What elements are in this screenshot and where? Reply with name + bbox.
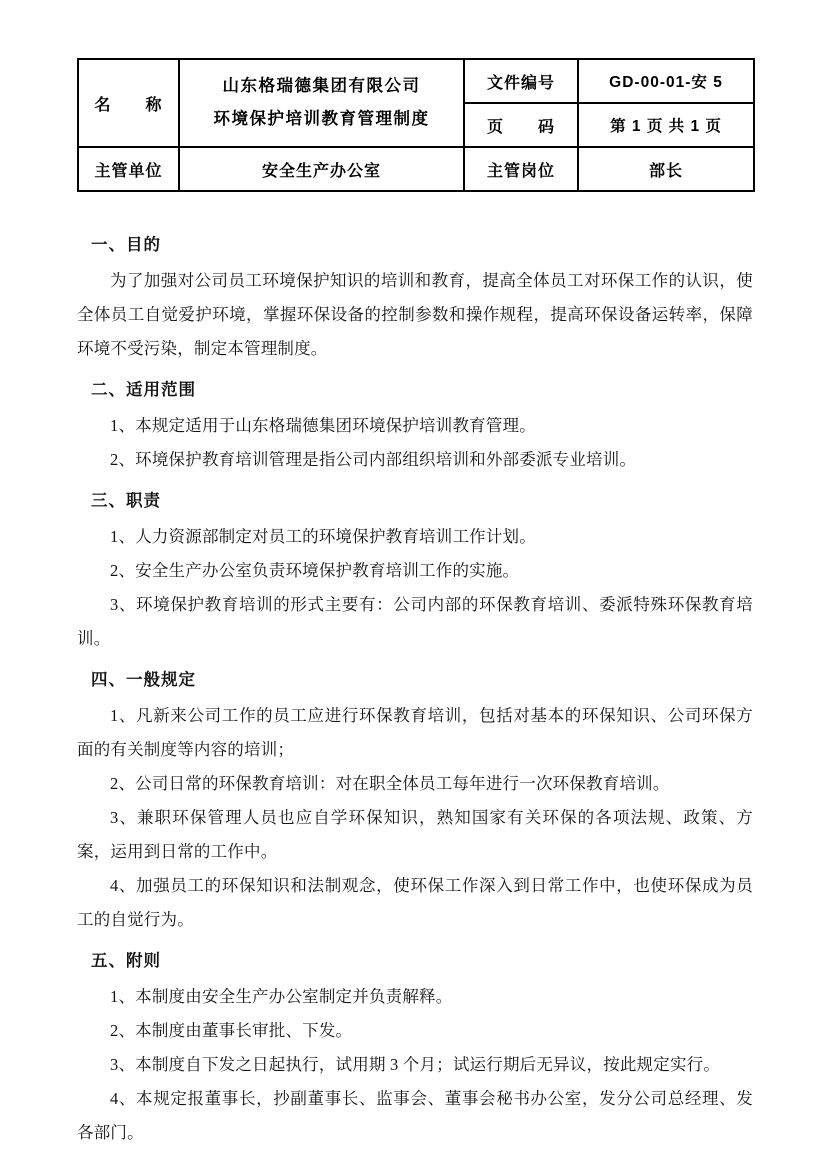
position-value: 部长 xyxy=(648,162,683,180)
name-label-cell xyxy=(78,59,179,147)
section xyxy=(77,228,753,366)
unit-label: 主管单位 xyxy=(94,162,163,180)
document-header-table xyxy=(77,58,755,192)
doc-number-label-cell xyxy=(464,59,578,103)
paragraph: 4、加强员工的环保知识和法制观念，使环保工作深入到日常工作中，也使环保成为员工的自觉行为。 xyxy=(77,876,753,929)
unit-value: 安全生产办公室 xyxy=(261,162,381,180)
name-label: 名 称 xyxy=(94,96,163,114)
page-value-cell xyxy=(578,103,754,147)
paragraph: 1、本规定适用于山东格瑞德集团环境保护培训教育管理。 xyxy=(110,416,536,435)
sections xyxy=(77,228,753,1150)
unit-value-cell xyxy=(179,147,464,191)
section-paragraphs xyxy=(77,980,753,1150)
paragraph: 2、本制度由董事长审批、下发。 xyxy=(110,1021,353,1040)
unit-label-cell xyxy=(78,147,179,191)
paragraph: 1、人力资源部制定对员工的环境保护教育培训工作计划。 xyxy=(110,527,536,546)
section-paragraphs xyxy=(77,699,753,937)
paragraph: 1、凡新来公司工作的员工应进行环保教育培训，包括对基本的环保知识、公司环保方面的有关制度等内容的培训； xyxy=(77,706,753,759)
paragraph: 为了加强对公司员工环境保护知识的培训和教育，提高全体员工对环保工作的认识，使全体员工自觉爱护环境，掌握环保设备的控制参数和操作规程，提高环保设备运转率，保障环境不受污染，制定本管理制度。 xyxy=(77,271,753,358)
doc-number-value: GD-00-01-安 5 xyxy=(609,74,723,91)
section xyxy=(77,663,753,937)
paragraph: 3、兼职环保管理人员也应自学环保知识，熟知国家有关环保的各项法规、政策、方案，运用到日常的工作中。 xyxy=(77,808,753,861)
paragraph: 2、环境保护教育培训管理是指公司内部组织培训和外部委派专业培训。 xyxy=(110,450,637,469)
position-value-cell xyxy=(578,147,754,191)
name-value-cell xyxy=(179,59,464,147)
position-label: 主管岗位 xyxy=(486,162,555,180)
position-label-cell xyxy=(464,147,578,191)
paragraph: 3、本制度自下发之日起执行，试用期 3 个月；试运行期后无异议，按此规定实行。 xyxy=(110,1055,721,1074)
page-number-value: 第 1 页 共 1 页 xyxy=(610,118,722,135)
section-heading: 五、附则 xyxy=(91,952,161,970)
section-paragraphs xyxy=(77,520,753,656)
document-title: 环境保护培训教育管理制度 xyxy=(213,110,430,128)
company-name: 山东格瑞德集团有限公司 xyxy=(222,77,421,95)
section-paragraphs xyxy=(77,409,753,477)
section-heading: 二、适用范围 xyxy=(91,381,196,399)
paragraph: 1、本制度由安全生产办公室制定并负责解释。 xyxy=(110,987,453,1006)
paragraph: 4、本规定报董事长，抄副董事长、监事会、董事会秘书办公室，发分公司总经理、发各部门。 xyxy=(77,1089,753,1142)
section xyxy=(77,484,753,656)
section-paragraphs xyxy=(77,264,753,366)
section-heading: 三、职责 xyxy=(91,492,161,510)
section-heading: 四、一般规定 xyxy=(91,671,196,689)
doc-number-value-cell xyxy=(578,59,754,103)
paragraph: 2、安全生产办公室负责环境保护教育培训工作的实施。 xyxy=(110,561,520,580)
section xyxy=(77,944,753,1150)
page-label-cell xyxy=(464,103,578,147)
paragraph: 2、公司日常的环保教育培训：对在职全体员工每年进行一次环保教育培训。 xyxy=(110,774,670,793)
paragraph: 3、环境保护教育培训的形式主要有：公司内部的环保教育培训、委派特殊环保教育培训。 xyxy=(77,595,753,648)
page-label: 页 码 xyxy=(486,118,555,136)
section-heading: 一、目的 xyxy=(91,236,161,254)
section xyxy=(77,373,753,477)
doc-number-label: 文件编号 xyxy=(486,74,555,92)
